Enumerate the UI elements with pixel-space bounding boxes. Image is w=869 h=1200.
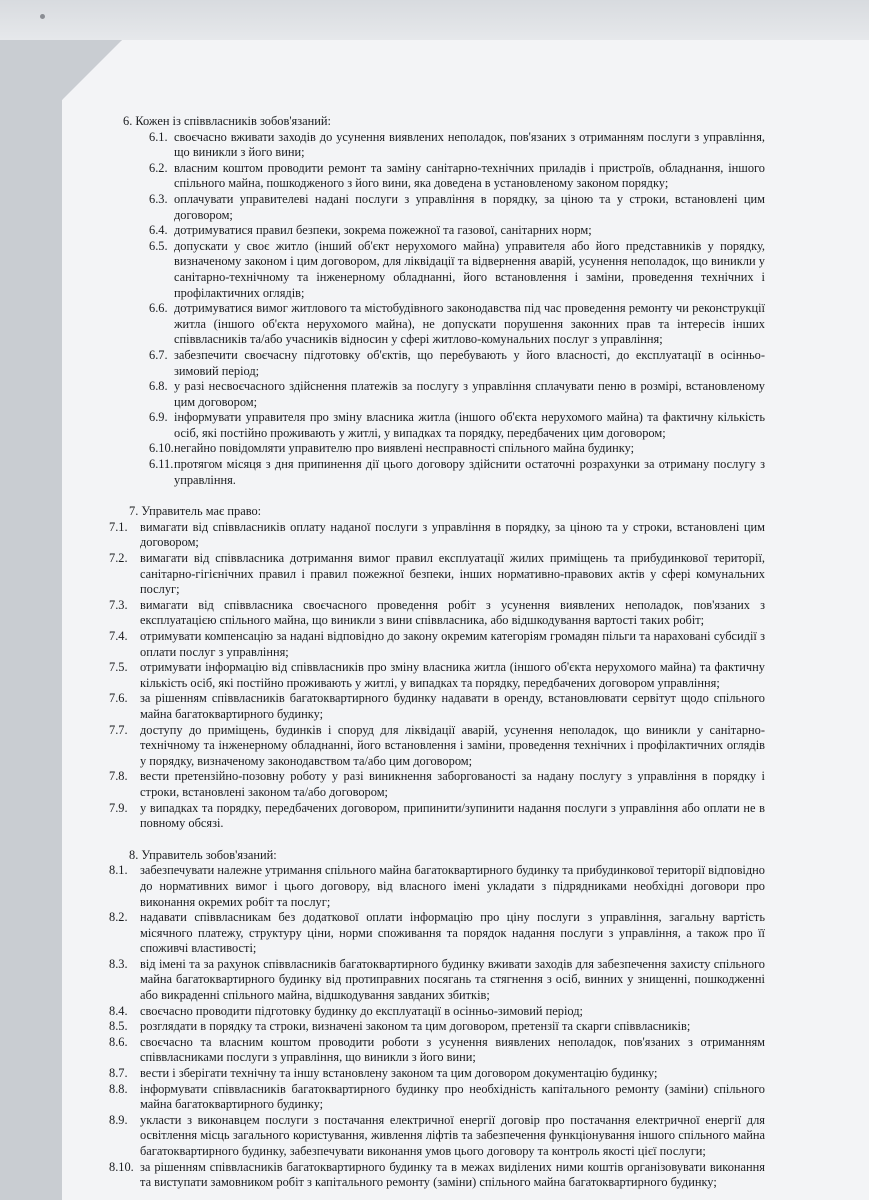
- item-text: вимагати від співвласника дотримання вимог правил експлуатації жилих приміщень та прибудинкової території, санітарно-гігієнічних правил і правил пожежної безпеки, інших нормативно-правових актів у сфері комунальних послуг;: [140, 551, 765, 597]
- item-number: 7.2.: [109, 551, 128, 566]
- item-number: 8.3.: [109, 956, 128, 971]
- list-item: [115, 130, 765, 161]
- item-number: 6.7.: [149, 347, 168, 362]
- list-item: [109, 769, 765, 800]
- list-item: [109, 1112, 765, 1160]
- item-text: від імені та за рахунок співвласників багатоквартирного будинку вживати заходів для забезпечення захисту спільного майна багатоквартирного будинку від протиправних посягань та стягнення з осіб, винних у знищенні, пошкодженні або викраденні спільного майна, відшкодування завданих збитків;: [140, 956, 765, 1003]
- item-text: власним коштом проводити ремонт та заміну санітарно-технічних приладів і пристроїв, обладнання, іншого спільного майна, пошкодженого з його вини, яка доведена в установленому законом порядку;: [174, 160, 765, 191]
- item-number: 8.9.: [109, 1112, 128, 1127]
- item-text: дотримуватися вимог житлового та містобудівного законодавства під час проведення ремонту чи реконструкції житла (іншого об'єкта нерухомого майна), не допускати порушення законних прав та інтересів інших співвласників та/або учасників відносин у сфері житлово-комунальних послуг з управління;: [174, 301, 765, 347]
- item-number: 7.1.: [109, 519, 128, 534]
- list-item: [109, 660, 765, 691]
- item-number: 8.1.: [109, 863, 128, 878]
- list-item: [115, 161, 765, 192]
- list-item: [109, 629, 765, 660]
- list-item: [109, 722, 765, 770]
- item-text: допускати у своє житло (інший об'єкт нерухомого майна) управителя або його представників у порядку, визначеному законом і цим договором, для ліквідації та відвернення аварій, усунення неполадок, що виникли у санітарно-технічному та інженерному обладнанні, його встановлення і заміни, проведення технічних і профілактичних оглядів;: [174, 238, 765, 300]
- item-text: отримувати компенсацію за надані відповідно до закону окремим категоріям громадян пільги та нараховані субсидії з оплати послуг з управління;: [140, 629, 765, 659]
- item-number: 8.10.: [109, 1159, 134, 1174]
- item-number: 8.5.: [109, 1019, 128, 1034]
- document-body: [109, 114, 765, 1191]
- item-text: своєчасно та власним коштом проводити роботи з усунення виявлених неполадок, пов'язаних з отриманням співвласниками послуги з управління, що виникли з його вини;: [140, 1034, 765, 1065]
- item-number: 7.8.: [109, 769, 128, 784]
- item-number: 7.4.: [109, 629, 128, 643]
- item-text: у випадках та порядку, передбачених договором, припинити/зупинити надання послуги з управління або оплати не в повному обсязі.: [140, 800, 765, 831]
- section-6: [115, 114, 765, 488]
- item-number: 6.11.: [149, 457, 174, 472]
- item-text: вимагати від співвласника своєчасного проведення робіт з усунення виявлених неполадок, пов'язаних з експлуатацією спільного майна, що виникли з вини співвласника, або відшкодування вартості таких робіт;: [140, 597, 765, 628]
- item-text: у разі несвоєчасного здійснення платежів за послугу з управління сплачувати пеню в розмірі, встановленому цим договором;: [174, 379, 765, 409]
- section-8: [109, 847, 765, 1191]
- section-heading: 7. Управитель має право:: [129, 504, 262, 519]
- item-text: забезпечувати належне утримання спільного майна багатоквартирного будинку та прибудинкової території відповідно до нормативних вимог і цього договору, від власного імені укладати з підрядниками необхідні договори про виконання окремих робіт та послуг;: [140, 863, 765, 909]
- scan-speck: [40, 14, 45, 19]
- item-number: 8.7.: [109, 1066, 128, 1081]
- item-text: вести претензійно-позовну роботу у разі виникнення заборгованості за надану послугу з управління в порядку і строки, встановлені законом та/або договором;: [140, 769, 765, 799]
- item-number: 8.6.: [109, 1034, 128, 1049]
- list-item: [115, 410, 765, 441]
- list-item: [115, 192, 765, 223]
- item-text: інформувати управителя про зміну власника житла (іншого об'єкта нерухомого майна) та фактичну кількість осіб, які постійно проживають у житлі, у випадках та порядку, передбачених цим договором;: [174, 410, 765, 440]
- scanner-background: [0, 0, 869, 40]
- item-number: 6.6.: [149, 301, 168, 316]
- item-text: вести і зберігати технічну та іншу встановлену законом та цим договором документацію будинку;: [140, 1066, 658, 1081]
- list-item: [115, 239, 765, 301]
- item-text: своєчасно проводити підготовку будинку до експлуатації в осінньо-зимовий період;: [140, 1003, 583, 1018]
- list-item: [109, 863, 765, 910]
- item-number: 6.10.: [149, 441, 174, 456]
- item-number: 6.3.: [149, 191, 168, 206]
- item-text: за рішенням співвласників багатоквартирного будинку та в межах виділених ними коштів організовувати виконання та виступати замовником робіт з капітального ремонту (заміни) спільного майна багатоквартирного будинку;: [140, 1159, 765, 1190]
- item-text: протягом місяця з дня припинення дії цього договору здійснити остаточні розрахунки за отриману послугу з управління.: [174, 457, 765, 487]
- list-item: [109, 551, 765, 598]
- list-item: [109, 1019, 765, 1035]
- item-text: своєчасно вживати заходів до усунення виявлених неполадок, пов'язаних з отриманням послуги з управління, що виникли з його вини;: [174, 129, 765, 160]
- item-number: 8.4.: [109, 1003, 128, 1018]
- item-text: оплачувати управителеві надані послуги з управління в порядку, за ціною та у строки, встановлені цим договором;: [174, 191, 765, 222]
- list-item: [109, 910, 765, 957]
- section-heading: 8. Управитель зобов'язаний:: [129, 847, 277, 862]
- item-text: за рішенням співвласників багатоквартирного будинку надавати в оренду, встановлювати сервітут щодо спільного майна багатоквартирного будинку;: [140, 691, 765, 721]
- list-item: [109, 956, 765, 1004]
- item-number: 6.4.: [149, 223, 168, 238]
- item-number: 7.9.: [109, 800, 128, 815]
- list-item: [109, 1066, 765, 1082]
- item-number: 7.6.: [109, 691, 128, 706]
- list-item: [109, 1034, 765, 1066]
- item-text: вимагати від співвласників оплату наданої послуги з управління в порядку, за ціною та у строки, встановлені цим договором;: [140, 519, 765, 550]
- item-text: інформувати співвласників багатоквартирного будинку про необхідність капітального ремонту (заміни) спільного майна багатоквартирного будинку;: [140, 1081, 765, 1112]
- item-number: 7.7.: [109, 722, 128, 737]
- item-text: дотримуватися правил безпеки, зокрема пожежної та газової, санітарних норм;: [174, 223, 592, 238]
- list-item: [115, 301, 765, 348]
- item-number: 8.8.: [109, 1081, 128, 1096]
- list-item: [115, 457, 765, 488]
- item-number: 7.5.: [109, 660, 128, 675]
- list-item: [115, 441, 765, 457]
- list-item: [115, 223, 765, 239]
- list-item: [109, 800, 765, 832]
- list-item: [109, 519, 765, 551]
- list-item: [109, 597, 765, 629]
- section-heading: 6. Кожен із співвласників зобов'язаний:: [123, 114, 331, 128]
- item-text: негайно повідомляти управителю про виявлені несправності спільного майна будинку;: [174, 441, 635, 456]
- list-item: [109, 691, 765, 722]
- item-text: розглядати в порядку та строки, визначені законом та цим договором, претензії та скарги співвласників;: [140, 1019, 691, 1034]
- list-item: [115, 348, 765, 379]
- item-text: забезпечити своєчасну підготовку об'єктів, що перебувають у його власності, до експлуатації в осінньо-зимовий період;: [174, 347, 765, 378]
- item-number: 8.2.: [109, 910, 128, 925]
- item-text: доступу до приміщень, будинків і споруд для ліквідації аварій, усунення неполадок, що виникли у санітарно-технічному та інженерному обладнанні, його встановлення і заміни, проведення технічних і профілактичних оглядів у порядку, визначеному законодавством та/або цим договором;: [140, 722, 765, 768]
- item-number: 6.1.: [149, 129, 168, 144]
- list-item: [109, 1003, 765, 1020]
- item-number: 6.8.: [149, 379, 168, 394]
- list-item: [109, 1081, 765, 1113]
- item-text: укласти з виконавцем послуги з постачання електричної енергії договір про постачання електричної енергії для освітлення місць загального користування, живлення ліфтів та забезпечення функціонування іншого спільного майна багатоквартирного будинку, забезпечувати виконання умов цього договору та контроль якості цієї послуги;: [140, 1112, 765, 1158]
- item-text: отримувати інформацію від співвласників про зміну власника житла (іншого об'єкта нерухомого майна) та фактичну кількість осіб, які постійно проживають у житлі, у випадках та порядку, передбачених договором управління;: [140, 660, 765, 690]
- item-number: 6.2.: [149, 160, 168, 175]
- list-item: [109, 1159, 765, 1191]
- section-7: [109, 504, 765, 831]
- list-item: [115, 379, 765, 410]
- item-number: 6.9.: [149, 410, 168, 425]
- item-number: 7.3.: [109, 597, 128, 612]
- item-number: 6.5.: [149, 238, 168, 253]
- item-text: надавати співвласникам без додаткової оплати інформацію про ціну послуги з управління, загальну вартість місячного платежу, структуру ціни, норми споживання та порядок надання послуги з управління, а також про її споживчі властивості;: [140, 910, 765, 956]
